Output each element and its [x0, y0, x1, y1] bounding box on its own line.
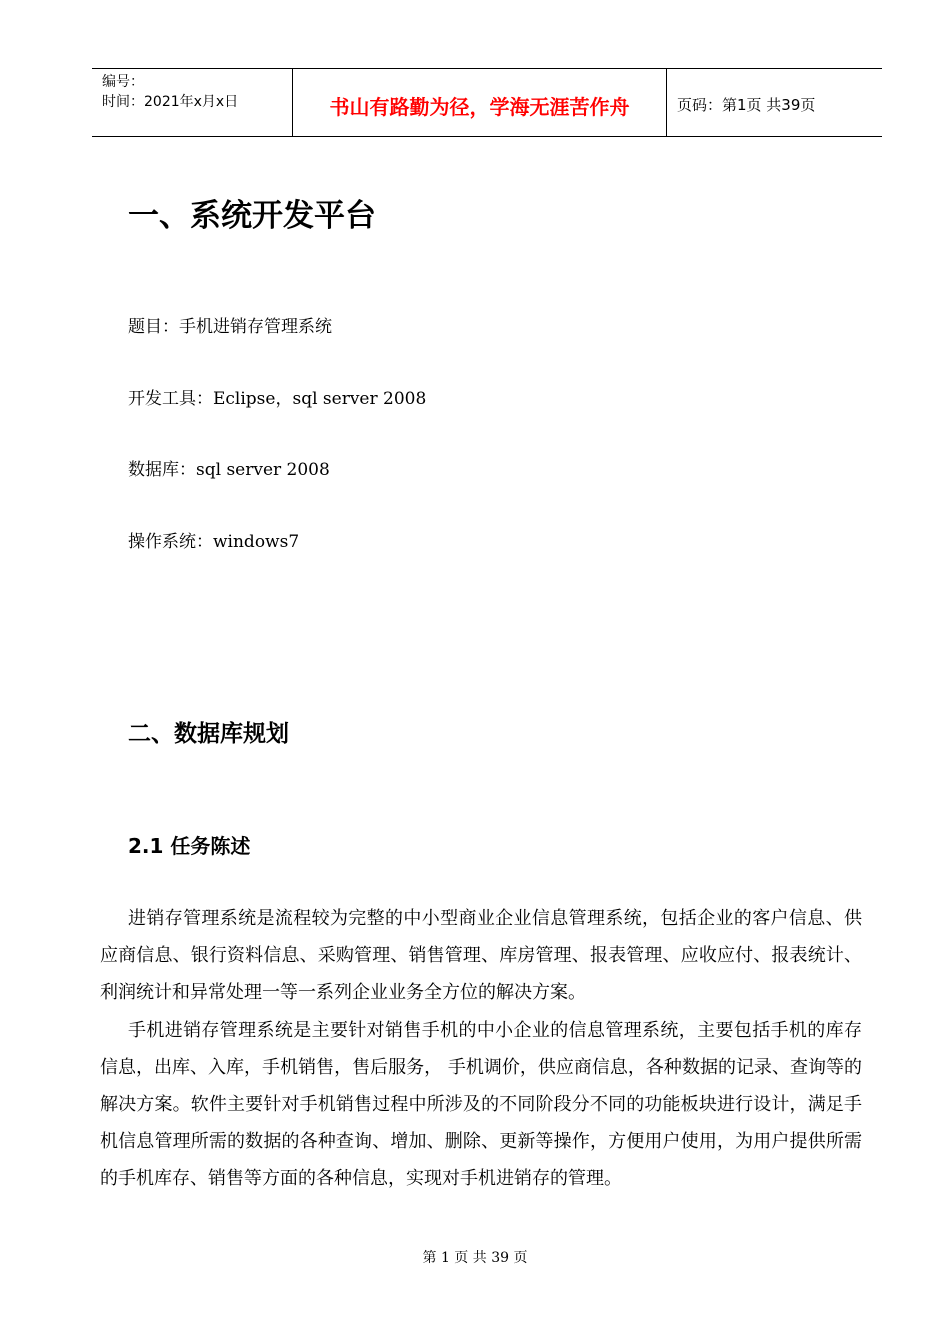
section1-heading: 一、系统开发平台: [128, 198, 376, 234]
document-number-label: 编号：: [102, 74, 144, 90]
dev-tools: 开发工具：Eclipse，sql server 2008: [128, 389, 427, 409]
body-paragraph: 手机进销存管理系统是主要针对销售手机的中小企业的信息管理系统，主要包括手机的库存信息，出库、入库，手机销售，售后服务， 手机调价，供应商信息，各种数据的记录、查询等的解决方案。软件主要针对手机销售过程中所涉及的不同阶段分不同的功能板块进行设计，满足手机信息管理所需的数据的各种查询、增加、删除、更新等操作，方便用户使用，为用户提供所需的手机库存、销售等方面的各种信息，实现对手机进销存的管理。: [100, 1020, 862, 1189]
database-info: 数据库：sql server 2008: [128, 460, 330, 480]
header-page-info: 页码：第1页 共39页: [677, 96, 816, 114]
os-info: 操作系统：windows7: [128, 532, 300, 552]
subsection-heading: 2.1 任务陈述: [128, 834, 251, 858]
header-motto: 书山有路勤为径，学海无涯苦作舟: [329, 95, 630, 119]
section2-heading: 二、数据库规划: [128, 721, 289, 747]
project-topic: 题目：手机进销存管理系统: [128, 317, 332, 337]
body-paragraph: 进销存管理系统是流程较为完整的中小型商业企业信息管理系统，包括企业的客户信息、供应商信息、银行资料信息、采购管理、销售管理、库房管理、报表管理、应收应付、报表统计、利润统计和异常处理一等一系列企业业务全方位的解决方案。: [100, 908, 862, 1003]
header-page-cell: [667, 69, 882, 136]
page-footer: 第 1 页 共 39 页: [422, 1250, 528, 1266]
document-time-label: 时间：2021年x月x日: [102, 94, 239, 110]
page-header: [92, 68, 882, 137]
header-meta-cell: [92, 69, 292, 136]
header-motto-cell: [292, 69, 667, 136]
